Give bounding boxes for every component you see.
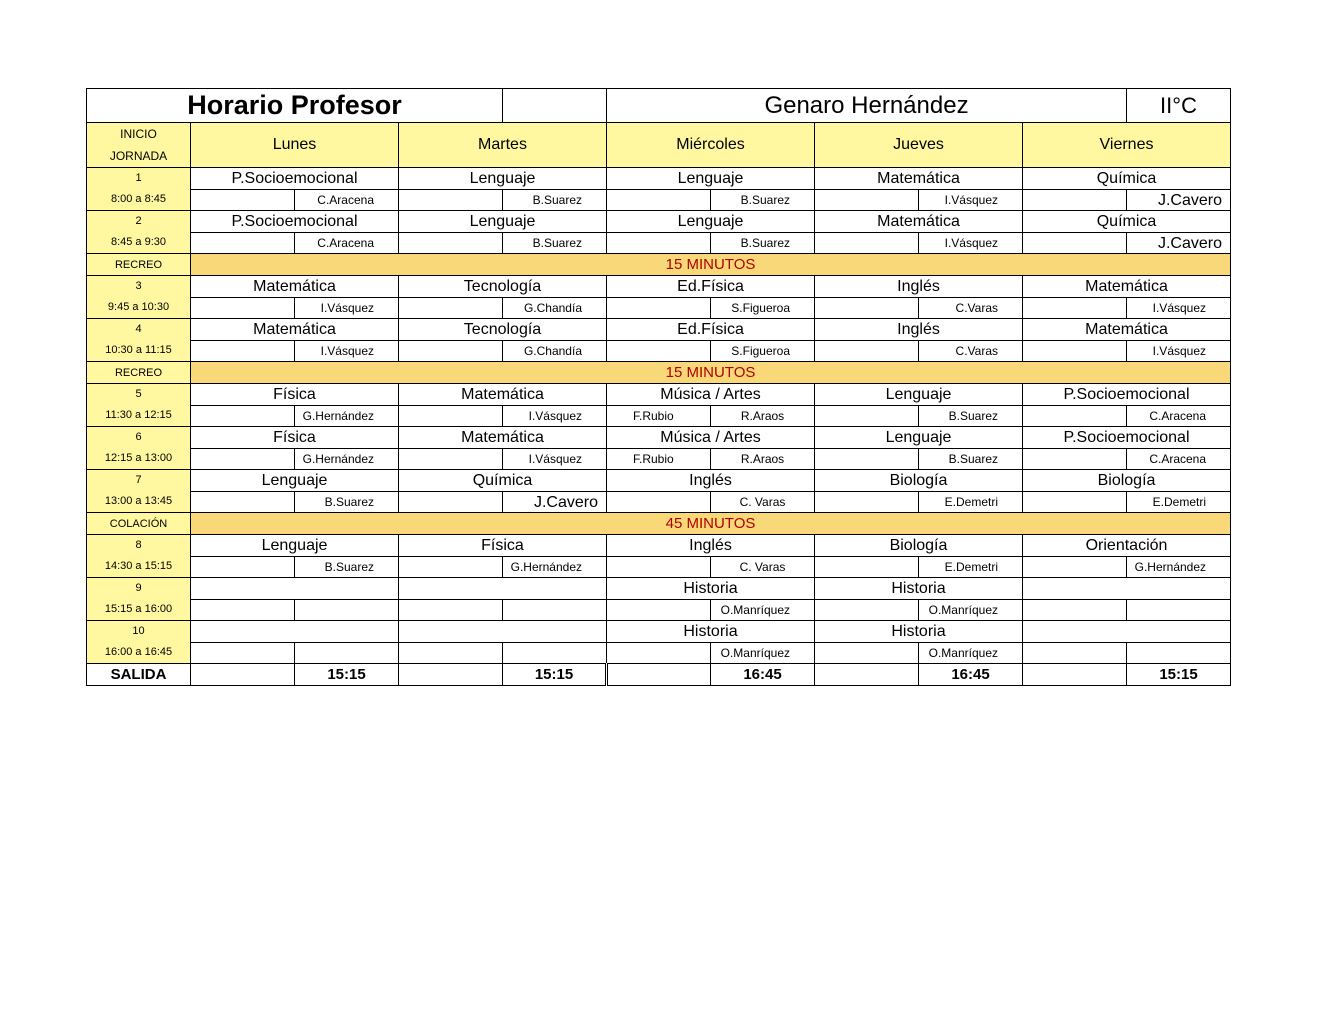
teacher-cell: I.Vásquez (295, 298, 399, 319)
subject-cell: Física (399, 535, 607, 557)
salida-empty-cell (191, 664, 295, 686)
block-time: 8:45 a 9:30 (110, 236, 167, 248)
block-number: 6 (135, 431, 142, 443)
block-number: 9 (135, 582, 142, 594)
teacher-cell: B.Suarez (919, 449, 1023, 470)
block-subject-row (87, 427, 1231, 449)
teacher-cell-left (399, 233, 503, 254)
block-subject-row (87, 621, 1231, 643)
block-subject-row (87, 384, 1231, 406)
teacher-cell-left (607, 557, 711, 578)
subject-cell: Biología (1023, 470, 1231, 492)
subject-cell: Inglés (607, 535, 815, 557)
teacher-cell: C.Aracena (295, 190, 399, 211)
teacher-cell-left: F.Rubio (607, 406, 711, 427)
block-time: 11:30 a 12:15 (105, 409, 172, 421)
teacher-cell: G.Hernández (295, 449, 399, 470)
salida-row (87, 664, 1231, 686)
teacher-cell: G.Chandía (503, 341, 607, 362)
subject-cell: Química (1023, 168, 1231, 190)
block-teacher-row (87, 341, 1231, 362)
teacher-cell-left (399, 406, 503, 427)
teacher-cell-left (815, 406, 919, 427)
block-label (87, 578, 191, 621)
block-label (87, 470, 191, 513)
teacher-cell-left (191, 557, 295, 578)
teacher-cell: O.Manríquez (711, 643, 815, 664)
teacher-cell: B.Suarez (919, 406, 1023, 427)
teacher-cell: S.Figueroa (711, 341, 815, 362)
subject-cell: Química (1023, 211, 1231, 233)
teacher-cell: C.Aracena (295, 233, 399, 254)
subject-cell: Matemática (815, 168, 1023, 190)
subject-cell: Física (191, 427, 399, 449)
teacher-cell: O.Manríquez (919, 600, 1023, 621)
teacher-cell-left (1023, 492, 1127, 513)
block-number: 10 (132, 625, 145, 637)
teacher-cell-left: F.Rubio (607, 449, 711, 470)
subject-cell: Ed.Física (607, 319, 815, 341)
teacher-cell (1127, 600, 1231, 621)
salida-time: 16:45 (919, 664, 1023, 686)
day-header-martes: Martes (399, 123, 607, 168)
teacher-cell-left (399, 643, 503, 664)
teacher-cell: E.Demetri (919, 557, 1023, 578)
teacher-cell-left (1023, 190, 1127, 211)
block-time: 14:30 a 15:15 (104, 560, 173, 572)
block-time: 9:45 a 10:30 (107, 301, 170, 313)
teacher-cell-left (191, 449, 295, 470)
teacher-cell-left (191, 190, 295, 211)
block-label (87, 276, 191, 319)
block-label (87, 535, 191, 578)
teacher-cell-left (815, 449, 919, 470)
subject-cell: Lenguaje (815, 427, 1023, 449)
block-label (87, 427, 191, 470)
teacher-cell: I.Vásquez (503, 449, 607, 470)
salida-time: 15:15 (295, 664, 399, 686)
block-label (87, 211, 191, 254)
block-label (87, 621, 191, 664)
break-label: RECREO (87, 362, 191, 384)
subject-cell: Biología (815, 470, 1023, 492)
teacher-cell-left (1023, 643, 1127, 664)
teacher-cell-left (191, 341, 295, 362)
break-duration: 45 MINUTOS (191, 513, 1231, 535)
block-teacher-row (87, 643, 1231, 664)
teacher-cell-left (399, 190, 503, 211)
teacher-cell-left (399, 341, 503, 362)
teacher-cell: J.Cavero (503, 492, 607, 513)
subject-cell: Inglés (607, 470, 815, 492)
teacher-cell-left (1023, 600, 1127, 621)
subject-cell: Matemática (191, 276, 399, 298)
teacher-cell: I.Vásquez (503, 406, 607, 427)
subject-cell: P.Socioemocional (1023, 384, 1231, 406)
teacher-cell-left (191, 406, 295, 427)
empty-header-cell (503, 89, 607, 123)
teacher-cell: I.Vásquez (1127, 341, 1231, 362)
subject-cell: Tecnología (399, 319, 607, 341)
subject-cell: Historia (607, 578, 815, 600)
teacher-cell: B.Suarez (711, 190, 815, 211)
day-header-jueves: Jueves (815, 123, 1023, 168)
block-time: 12:15 a 13:00 (104, 452, 173, 464)
teacher-cell-left (399, 492, 503, 513)
teacher-cell: B.Suarez (503, 190, 607, 211)
teacher-cell: O.Manríquez (711, 600, 815, 621)
block-teacher-row (87, 492, 1231, 513)
day-header-row (87, 123, 1231, 168)
subject-cell: P.Socioemocional (191, 211, 399, 233)
subject-cell (191, 621, 399, 643)
subject-cell: Lenguaje (815, 384, 1023, 406)
title-row (87, 89, 1231, 123)
subject-cell: Inglés (815, 319, 1023, 341)
subject-cell (191, 578, 399, 600)
block-teacher-row (87, 190, 1231, 211)
subject-cell: Matemática (399, 384, 607, 406)
subject-cell: Lenguaje (399, 168, 607, 190)
subject-cell: Historia (607, 621, 815, 643)
block-number: 7 (135, 474, 142, 486)
block-number: 2 (135, 215, 142, 227)
teacher-cell: C.Varas (919, 341, 1023, 362)
subject-cell: Lenguaje (191, 470, 399, 492)
teacher-cell-left (607, 492, 711, 513)
teacher-cell-left (607, 600, 711, 621)
teacher-cell-left (1023, 298, 1127, 319)
teacher-cell-left (1023, 557, 1127, 578)
block-time: 16:00 a 16:45 (104, 646, 173, 658)
subject-cell: Matemática (191, 319, 399, 341)
subject-cell: P.Socioemocional (1023, 427, 1231, 449)
subject-cell: Física (191, 384, 399, 406)
teacher-cell-left (607, 190, 711, 211)
subject-cell (399, 578, 607, 600)
class-name: II°C (1127, 89, 1231, 123)
block-time: 15:15 a 16:00 (104, 603, 173, 615)
subject-cell (1023, 578, 1231, 600)
salida-empty-cell (399, 664, 503, 686)
block-label (87, 319, 191, 362)
salida-time: 15:15 (503, 664, 607, 686)
block-label (87, 168, 191, 211)
teacher-cell (1127, 643, 1231, 664)
block-subject-row (87, 470, 1231, 492)
teacher-cell-left (815, 492, 919, 513)
teacher-cell-left (815, 557, 919, 578)
block-teacher-row (87, 449, 1231, 470)
teacher-cell: G.Hernández (503, 557, 607, 578)
subject-cell: Lenguaje (191, 535, 399, 557)
subject-cell: Tecnología (399, 276, 607, 298)
inicio-label: INICIO (120, 127, 157, 141)
block-subject-row (87, 535, 1231, 557)
teacher-cell: B.Suarez (295, 557, 399, 578)
block-subject-row (87, 211, 1231, 233)
break-row (87, 513, 1231, 535)
salida-empty-cell (607, 664, 711, 686)
salida-label: SALIDA (87, 664, 191, 686)
subject-cell: Química (399, 470, 607, 492)
teacher-cell: R.Araos (711, 406, 815, 427)
teacher-cell: G.Hernández (295, 406, 399, 427)
subject-cell (1023, 621, 1231, 643)
subject-cell: Matemática (399, 427, 607, 449)
teacher-cell (295, 643, 399, 664)
break-row (87, 362, 1231, 384)
subject-cell: Inglés (815, 276, 1023, 298)
subject-cell: Historia (815, 578, 1023, 600)
subject-cell: P.Socioemocional (191, 168, 399, 190)
teacher-cell: J.Cavero (1127, 233, 1231, 254)
teacher-cell: E.Demetri (1127, 492, 1231, 513)
teacher-cell: J.Cavero (1127, 190, 1231, 211)
teacher-cell: I.Vásquez (919, 233, 1023, 254)
block-subject-row (87, 578, 1231, 600)
teacher-cell-left (815, 298, 919, 319)
teacher-cell-left (815, 233, 919, 254)
teacher-cell-left (191, 600, 295, 621)
subject-cell: Lenguaje (607, 211, 815, 233)
block-time: 13:00 a 13:45 (104, 495, 173, 507)
teacher-cell-left (815, 643, 919, 664)
block-time: 8:00 a 8:45 (110, 193, 167, 205)
teacher-cell: B.Suarez (503, 233, 607, 254)
teacher-cell-left (1023, 406, 1127, 427)
teacher-cell: R.Araos (711, 449, 815, 470)
salida-time: 15:15 (1127, 664, 1231, 686)
teacher-cell-left (815, 341, 919, 362)
schedule-table (86, 88, 1231, 686)
subject-cell: Música / Artes (607, 384, 815, 406)
teacher-cell-left (399, 449, 503, 470)
block-number: 4 (135, 323, 142, 335)
salida-empty-cell (1023, 664, 1127, 686)
subject-cell: Ed.Física (607, 276, 815, 298)
teacher-name: Genaro Hernández (607, 89, 1127, 123)
teacher-cell-left (607, 233, 711, 254)
block-teacher-row (87, 557, 1231, 578)
break-label: RECREO (87, 254, 191, 276)
subject-cell: Matemática (815, 211, 1023, 233)
day-header-viernes: Viernes (1023, 123, 1231, 168)
jornada-label: JORNADA (109, 149, 168, 163)
teacher-cell: O.Manríquez (919, 643, 1023, 664)
teacher-cell-left (607, 298, 711, 319)
break-duration: 15 MINUTOS (191, 362, 1231, 384)
teacher-cell-left (191, 233, 295, 254)
teacher-cell: B.Suarez (295, 492, 399, 513)
block-subject-row (87, 276, 1231, 298)
teacher-cell: I.Vásquez (295, 341, 399, 362)
salida-empty-cell (815, 664, 919, 686)
teacher-cell-left (1023, 449, 1127, 470)
teacher-cell-left (399, 298, 503, 319)
day-header-miercoles: Miércoles (607, 123, 815, 168)
subject-cell: Historia (815, 621, 1023, 643)
teacher-cell (503, 600, 607, 621)
teacher-cell: C.Varas (919, 298, 1023, 319)
subject-cell: Matemática (1023, 319, 1231, 341)
block-teacher-row (87, 298, 1231, 319)
subject-cell: Lenguaje (399, 211, 607, 233)
teacher-cell-left (815, 190, 919, 211)
teacher-cell: I.Vásquez (1127, 298, 1231, 319)
teacher-cell-left (191, 298, 295, 319)
block-subject-row (87, 168, 1231, 190)
teacher-cell (503, 643, 607, 664)
teacher-cell-left (191, 643, 295, 664)
block-teacher-row (87, 600, 1231, 621)
block-time: 10:30 a 11:15 (105, 344, 172, 356)
block-teacher-row (87, 406, 1231, 427)
teacher-cell-left (1023, 341, 1127, 362)
teacher-cell: C. Varas (711, 557, 815, 578)
break-duration: 15 MINUTOS (191, 254, 1231, 276)
page-title: Horario Profesor (87, 89, 503, 123)
teacher-cell: I.Vásquez (919, 190, 1023, 211)
teacher-cell: E.Demetri (919, 492, 1023, 513)
subject-cell (399, 621, 607, 643)
block-teacher-row (87, 233, 1231, 254)
teacher-cell-left (399, 600, 503, 621)
teacher-cell: C.Aracena (1127, 449, 1231, 470)
inicio-jornada-header (87, 123, 191, 168)
break-label: COLACIÓN (87, 513, 191, 535)
block-number: 8 (135, 539, 142, 551)
teacher-cell-left (191, 492, 295, 513)
block-number: 5 (135, 388, 142, 400)
day-header-lunes: Lunes (191, 123, 399, 168)
teacher-cell: C. Varas (711, 492, 815, 513)
break-row (87, 254, 1231, 276)
teacher-cell-left (607, 341, 711, 362)
teacher-cell-left (399, 557, 503, 578)
block-subject-row (87, 319, 1231, 341)
block-label (87, 384, 191, 427)
teacher-cell-left (815, 600, 919, 621)
subject-cell: Matemática (1023, 276, 1231, 298)
subject-cell: Orientación (1023, 535, 1231, 557)
teacher-cell-left (607, 643, 711, 664)
subject-cell: Música / Artes (607, 427, 815, 449)
teacher-cell-left (1023, 233, 1127, 254)
teacher-cell: G.Chandía (503, 298, 607, 319)
teacher-cell: C.Aracena (1127, 406, 1231, 427)
salida-time: 16:45 (711, 664, 815, 686)
teacher-cell (295, 600, 399, 621)
block-number: 1 (135, 172, 142, 184)
teacher-cell: G.Hernández (1127, 557, 1231, 578)
subject-cell: Biología (815, 535, 1023, 557)
teacher-cell: B.Suarez (711, 233, 815, 254)
subject-cell: Lenguaje (607, 168, 815, 190)
teacher-cell: S.Figueroa (711, 298, 815, 319)
block-number: 3 (135, 280, 142, 292)
